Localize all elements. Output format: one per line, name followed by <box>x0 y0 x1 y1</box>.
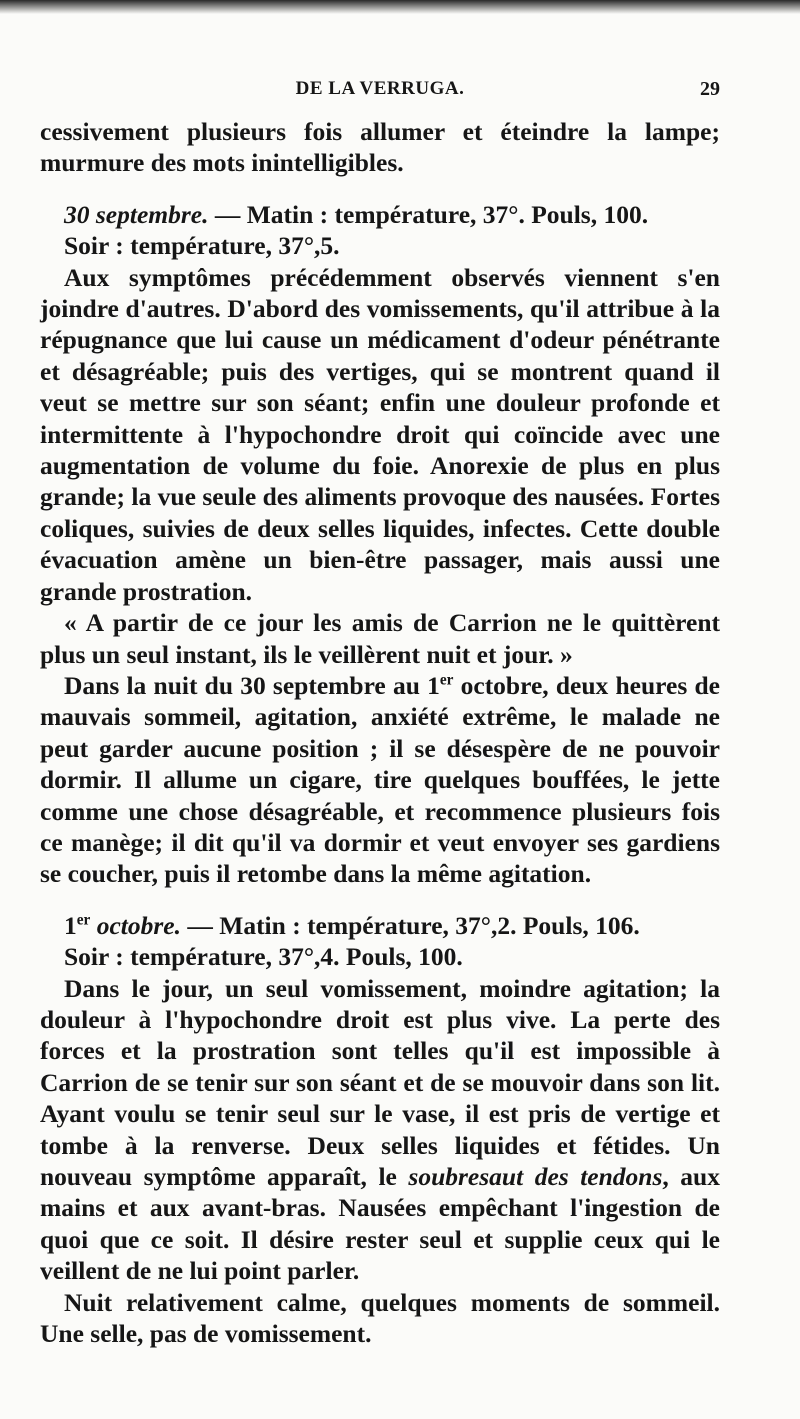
day-text-a: Dans le jour, un seul vomissement, moindre agitation; la douleur à l'hypochondre droit est plus vive. La perte des forces et la prostration sont telles qu'il est impossible à Carrion de se tenir sur son séant et de se mouvoir dans son lit. Ayant voulu se tenir seul sur le vase, il est pris de vertige et tombe à la renverse. Deux selles liquides et fétides. Un nouveau symptôme apparaît, le <box>40 973 720 1191</box>
entry-date-word: octobre. <box>90 910 181 940</box>
day-text-b: , aux mains et aux avant-bras. Nausées empêchant l'ingestion de quoi que ce soit. Il désire rester seul et supplie ceux qui le veillent de ne lui point parler. <box>40 1162 720 1286</box>
page-number: 29 <box>700 78 720 100</box>
paragraph-night-calm: Nuit relativement calme, quelques moments de sommeil. Une selle, pas de vomissement. <box>40 1287 720 1349</box>
entry-sept-30-evening: Soir : température, 37°,5. <box>64 231 340 261</box>
entry-morning-readings: — Matin : température, 37°. Pouls, 100. <box>208 199 649 229</box>
entry-oct-1-evening: Soir : température, 37°,4. Pouls, 100. <box>64 942 463 972</box>
paragraph-symptoms: Aux symptômes précédemment observés viennent s'en joindre d'autres. D'abord des vomissements, qu'il attribue à la répugnance que lui cause un médicament d'odeur pénétrante et désagréable; puis des vertiges, qui se montrent quand il veut se mettre sur son séant; enfin une douleur profonde et intermittente à l'hypochondre droit qui coïncide avec une augmentation de volume du foie. Anorexie de plus en plus grande; la vue seule des aliments provoque des nausées. Fortes coliques, suivies de deux selles liquides, infectes. Cette double évacuation amène un bien-être passager, mais aussi une grande prostration. <box>40 262 720 606</box>
night-text-a: Dans la nuit du 30 septembre au 1 <box>64 670 440 700</box>
entry-date: 30 septembre. <box>64 199 209 229</box>
entry-oct-1-morning <box>40 910 720 941</box>
entry-date-superscript: er <box>76 911 91 929</box>
paragraph-quote: « A partir de ce jour les amis de Carrion ne le quittèrent plus un seul instant, ils le veillèrent nuit et jour. » <box>40 608 720 669</box>
page-header <box>40 78 720 108</box>
paragraph-continued: cessivement plusieurs fois allumer et éteindre la lampe; murmure des mots inintelligibles. <box>40 117 720 178</box>
day-italic-term: soubresaut des tendons <box>408 1162 663 1191</box>
night-text-b: octobre, deux heures de mauvais sommeil, agitation, anxiété extrême, le malade ne peut garder aucune position ; il se désespère de ne pouvoir dormir. Il allume un cigare, tire quelques bouffées, le jette comme une chose désagréable, et recommence plusieurs fois ce manège; il dit qu'il va dormir et veut envoyer ses gardiens se coucher, puis il retombe dans la même agitation. <box>40 670 720 889</box>
entry-morning-readings: — Matin : température, 37°,2. Pouls, 106. <box>181 910 640 940</box>
paragraph-day <box>40 973 720 1287</box>
scan-edge-shadow <box>0 0 800 14</box>
night-superscript: er <box>439 671 454 689</box>
paragraph-night <box>40 670 720 890</box>
entry-date-number: 1 <box>64 910 77 940</box>
running-title: DE LA VERRUGA. <box>295 78 465 99</box>
body-text <box>40 116 720 1349</box>
entry-sept-30-morning <box>40 199 720 230</box>
